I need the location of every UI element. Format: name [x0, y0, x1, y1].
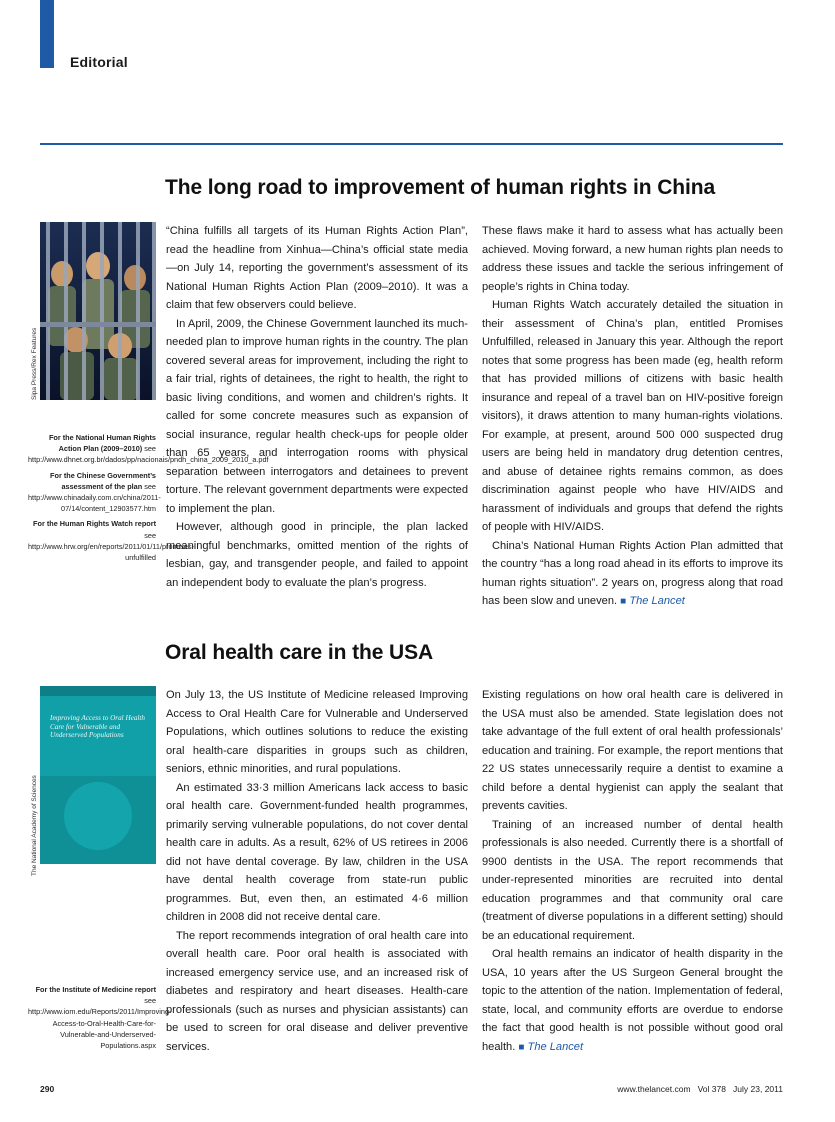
article1-photo	[40, 222, 156, 400]
article1-sidenotes	[28, 432, 269, 563]
prison-bars-image	[40, 222, 156, 400]
section-label: Editorial	[70, 54, 128, 70]
cover-title: Improving Access to Oral Health Care for Vulnerable and Underserved Populations	[50, 714, 146, 740]
signoff: The Lancet	[527, 1040, 584, 1053]
end-mark-icon: ■	[620, 596, 627, 607]
article2-column-2	[482, 686, 783, 1057]
journal-info: www.thelancet.com Vol 378 July 23, 2011	[617, 1084, 783, 1094]
header-rule	[40, 143, 783, 145]
paragraph: Existing regulations on how oral health care is delivered in the USA must also be amended. State legislation does not take advantage of the full extent of oral health professionals’ education and training. For example, the report mentions that 22 US states unnecessarily require a dentist to examine a child before a dental hygienist can apply the sealant that prevents cavities.	[482, 689, 783, 812]
paragraph: However, although good in principle, the plan lacked meaningful benchmarks, omitted mention of the rights of lesbian, gay, and transgender people, and failed to appoint an independent body to evaluate the plan’s progress.	[166, 521, 468, 589]
signoff: The Lancet	[629, 595, 685, 607]
paragraph: On July 13, the US Institute of Medicine released Improving Access to Oral Health Care for Vulnerable and Underserved Populations, which outlines solutions to reduce the existing oral health-care disparities in groups such as children, seniors, ethnic minorities, and rural populations.	[166, 689, 468, 775]
article2-column-1	[166, 686, 468, 1056]
article1-column-1	[166, 222, 468, 592]
section-color-bar	[40, 0, 54, 68]
sidenote-iom-report: For the Institute of Medicine report see http://www.iom.edu/Reports/2011/Improving-Access-to-Oral-Health-Care-for-Vulnerable-and-Underserved-Populations.aspx	[28, 985, 172, 1051]
article2-title: Oral health care in the USA	[165, 641, 434, 664]
paragraph: China’s National Human Rights Action Plan admitted that the country “has a long road ahead in its efforts to improve its human rights situation”. 2 years on, progress along that road has been slow and uneven. ■ The Lancet	[482, 539, 783, 607]
paragraph: An estimated 33·3 million Americans lack access to basic oral health care. Government-funded health programmes, primarily serving vulnerable populations, do not cover dental health care in adults. As a result, 62% of US retirees in 2006 did not have dental coverage. By law, children in the USA have dental health coverage from state-run public programmes. But, even then, an estimated 4·6 million children in 2008 did not receive dental care.	[166, 781, 468, 923]
sidenote-government-assessment: For the Chinese Government’s assessment of the plan see http://www.chinadaily.com.cn/china/2011-07/14/content_12903577.htm	[28, 470, 161, 514]
sidenote-action-plan: For the National Human Rights Action Plan (2009–2010) see http://www.dhnet.org.br/dados/pp/nacionais/pndh_china_2009_2010_a.pdf	[28, 433, 269, 465]
page-number: 290	[40, 1084, 55, 1094]
article1-photo-credit: Sipa Press/Rex Features	[31, 327, 38, 400]
article1-title: The long road to improvement of human rights in China	[165, 176, 716, 199]
paragraph: Training of an increased number of dental health professionals is also needed. Currently there is a shortfall of 9900 dentists in the USA. The report recommends that under-represented minorities are recruited into dental education programmes and that community oral care (treatment of diverse populations in a different setting) should be an educational requirement.	[482, 818, 783, 942]
paragraph: Oral health remains an indicator of health disparity in the USA, 10 years after the US Surgeon General brought the topic to the attention of the nation. Implementation of federal, state, local, and community efforts are overdue to endorse the fact that good health is not possible without good oral health. ■ The Lancet	[482, 948, 783, 1053]
article2-report-cover	[40, 686, 156, 864]
paragraph: “China fulfills all targets of its Human Rights Action Plan”, read the headline from Xinhua—China’s official state media—on July 14, reporting the government’s assessment of its National Human Rights Action Plan (2009–2010). It was a claim that few observers could believe.	[166, 225, 468, 311]
paragraph: The report recommends integration of oral health care into overall health care. Poor oral health is associated with increased emergency service use, and an increased risk of diabetes and respiratory and heart diseases. Health-care professionals (such as nurses and physician assistants) can be used to screen for oral disease and deliver preventive services.	[166, 929, 468, 1053]
report-cover-image	[40, 686, 156, 864]
article1-column-2	[482, 222, 783, 612]
end-mark-icon: ■	[518, 1041, 525, 1053]
sidenote-hrw-report: For the Human Rights Watch report see http://www.hrw.org/en/reports/2011/01/11/promises-unfulfilled	[28, 519, 195, 563]
paragraph: These flaws make it hard to assess what has actually been achieved. Moving forward, a new human rights plan needs to address these issues and tackle the serious infringement of people’s rights in China today.	[482, 225, 783, 293]
article2-photo-credit: The National Academy of Sciences	[31, 775, 38, 876]
paragraph: In April, 2009, the Chinese Government launched its much-needed plan to improve human rights in the country. The plan covered several areas for improvement, including the right to a fair trial, rights of detainees, the right to health, the right to basic living conditions, and women and children’s rights. It called for some concrete measures such as expansion of social insurance, regular health check-ups for people older than 65 years, and interrogation rooms with physical separation between interrogators and detainees to prevent torture. The relevant government departments were expected to implement the plan.	[166, 317, 468, 515]
paragraph: Human Rights Watch accurately detailed the situation in their assessment of China’s plan, entitled Promises Unfulfilled, released in January this year. Although the report notes that some progress has been made (eg, health reform that has provided millions of citizens with basic health insurance and repeal of a travel ban on HIV-positive foreign visitors), it draws attention to many human-rights violations. For example, at present, around 500 000 suspected drug users are being held in mandatory drug detention centres, and abuse of detainee rights remains common, as does discrimination against people who have HIV/AIDS and harassment of individuals and groups that defend the rights of people with HIV/AIDS.	[482, 299, 783, 533]
